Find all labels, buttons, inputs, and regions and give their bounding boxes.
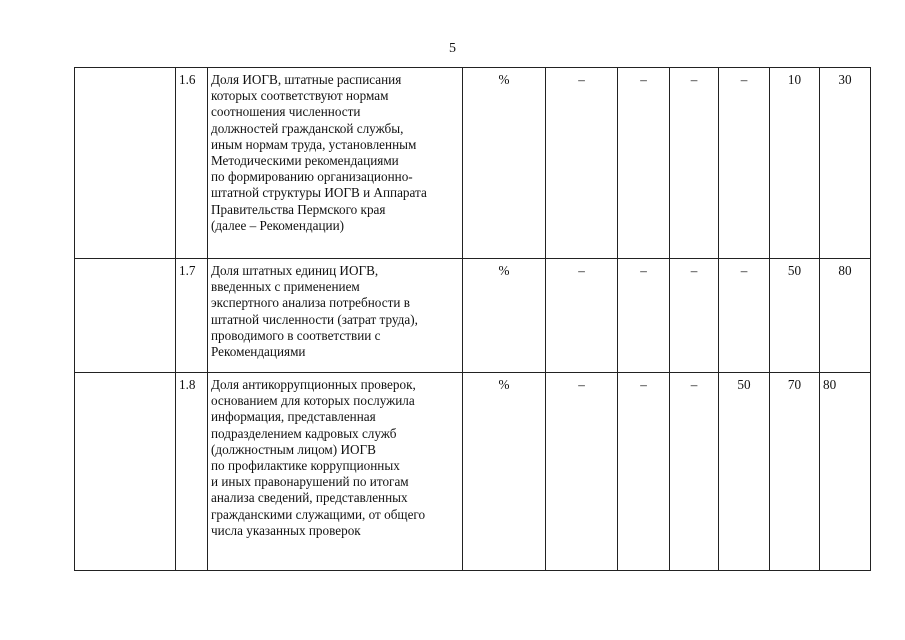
description-line: введенных с применением xyxy=(211,279,360,295)
value-cell: – xyxy=(618,373,670,571)
description-line: проводимого в соответствии с xyxy=(211,327,381,343)
value-cell: 70 xyxy=(770,373,820,571)
description-line: штатной численности (затрат труда), xyxy=(211,311,418,327)
description-line: Доля ИОГВ, штатные расписания xyxy=(211,72,402,87)
value-cell: – xyxy=(670,259,719,373)
description-line: подразделением кадровых служб xyxy=(211,425,397,441)
section-cell xyxy=(75,68,176,259)
value-cell: 80 xyxy=(820,259,871,373)
unit-cell: % xyxy=(463,259,546,373)
page-number: 5 xyxy=(449,41,456,56)
unit-cell: % xyxy=(463,373,546,571)
value-cell: – xyxy=(618,68,670,259)
description-line: должностей гражданской службы, xyxy=(211,120,404,136)
description-line: соотношения численности xyxy=(211,104,361,120)
value-cell: 80 xyxy=(820,373,871,571)
description-line: Доля антикоррупционных проверок, xyxy=(211,377,416,392)
description-line: анализа сведений, представленных xyxy=(211,490,408,506)
row-number: 1.7 xyxy=(176,259,208,373)
value-cell: – xyxy=(670,373,719,571)
table-row-1-8 xyxy=(75,373,871,571)
section-cell xyxy=(75,373,176,571)
description-line: основанием для которых послужила xyxy=(211,393,415,409)
description-line: Доля штатных единиц ИОГВ, xyxy=(211,263,379,278)
description-line: (должностным лицом) ИОГВ xyxy=(211,441,376,457)
indicators-table xyxy=(74,67,871,571)
description-line: гражданскими служащими, от общего xyxy=(211,506,426,522)
description-line: Методическими рекомендациями xyxy=(211,153,399,169)
table-row-1-7 xyxy=(75,259,871,373)
value-cell: – xyxy=(618,259,670,373)
description-line: Рекомендациями xyxy=(211,344,306,360)
value-cell: 50 xyxy=(719,373,770,571)
indicator-description xyxy=(208,68,463,259)
value-cell: 50 xyxy=(770,259,820,373)
description-line: штатной структуры ИОГВ и Аппарата xyxy=(211,185,427,201)
description-line: информация, представленная xyxy=(211,409,376,425)
description-line: экспертного анализа потребности в xyxy=(211,295,410,311)
description-line: по формированию организационно- xyxy=(211,169,413,185)
value-cell: 10 xyxy=(770,68,820,259)
description-line: и иных правонарушений по итогам xyxy=(211,474,409,490)
unit-cell: % xyxy=(463,68,546,259)
value-cell: – xyxy=(546,373,618,571)
value-cell: – xyxy=(546,259,618,373)
value-cell: – xyxy=(546,68,618,259)
description-line: иным нормам труда, установленным xyxy=(211,136,417,152)
section-cell xyxy=(75,259,176,373)
description-line: Правительства Пермского края xyxy=(211,201,386,217)
value-cell: – xyxy=(719,259,770,373)
description-line: по профилактике коррупционных xyxy=(211,458,400,474)
value-cell: – xyxy=(670,68,719,259)
value-cell: 30 xyxy=(820,68,871,259)
description-line: (далее – Рекомендации) xyxy=(211,217,345,233)
description-line: числа указанных проверок xyxy=(211,522,361,538)
indicator-description xyxy=(208,259,463,373)
row-number: 1.8 xyxy=(176,373,208,571)
row-number: 1.6 xyxy=(176,68,208,259)
table-row-1-6 xyxy=(75,68,871,259)
description-line: которых соответствуют нормам xyxy=(211,88,389,104)
value-cell: – xyxy=(719,68,770,259)
indicator-description xyxy=(208,373,463,571)
